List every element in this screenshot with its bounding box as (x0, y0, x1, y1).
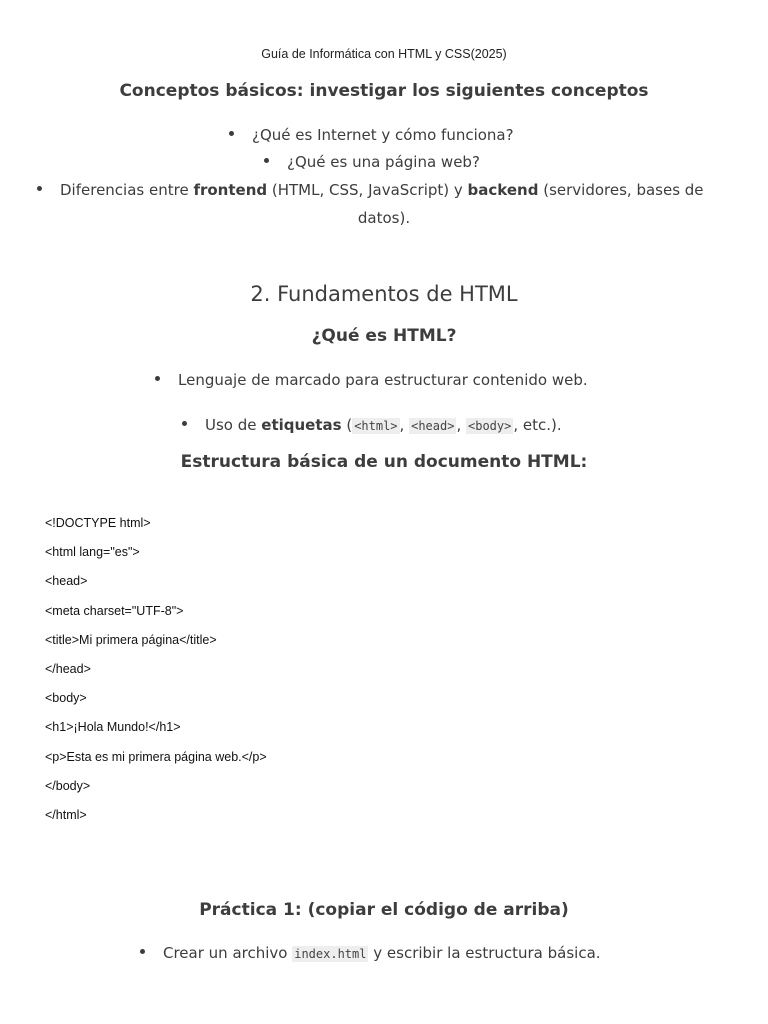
tags-sep: , (456, 416, 466, 434)
concepts-heading: Conceptos básicos: investigar los siguientes conceptos (119, 81, 649, 101)
list-item (140, 939, 601, 968)
list-item (264, 148, 480, 176)
practice-heading: Práctica 1: (copiar el código de arriba) (199, 900, 569, 920)
index-file-code: index.html (294, 947, 367, 961)
tags-term: etiquetas (261, 416, 342, 434)
diff-wrap-text: datos). (357, 209, 411, 227)
code-block (45, 512, 267, 833)
frontend-term: frontend (193, 181, 268, 199)
code-line: <meta charset="UTF-8"> (45, 603, 184, 618)
body-tag-code: <body> (468, 419, 512, 433)
bullet-icon (140, 949, 145, 954)
list-item (229, 121, 514, 149)
list-item-text: Lenguaje de marcado para estructurar contenido web. (178, 371, 588, 389)
code-line: <body> (45, 691, 87, 706)
code-line: <p>Esta es mi primera página web.</p> (45, 749, 267, 764)
tags-open: ( (341, 416, 353, 434)
bullet-icon (155, 376, 160, 381)
practice-prefix: Crear un archivo (163, 944, 293, 962)
document-header: Guía de Informática con HTML y CSS(2025) (261, 47, 507, 61)
section-title: 2. Fundamentos de HTML (250, 282, 518, 306)
diff-suffix: (servidores, bases de (538, 181, 704, 199)
list-item (155, 366, 588, 394)
list-item (37, 176, 704, 204)
structure-heading: Estructura básica de un documento HTML: (180, 452, 588, 472)
bullet-icon (264, 158, 269, 163)
code-line: </html> (45, 807, 87, 822)
list-item-text: ¿Qué es Internet y cómo funciona? (252, 126, 514, 144)
tags-sep: , (399, 416, 410, 434)
backend-term: backend (467, 181, 539, 199)
diff-prefix: Diferencias entre (60, 181, 194, 199)
bullet-icon (182, 421, 187, 426)
list-item-text: ¿Qué es una página web? (287, 153, 480, 171)
code-line: <!DOCTYPE html> (45, 516, 151, 530)
code-line: <html lang="es"> (45, 545, 140, 560)
what-is-html-heading: ¿Qué es HTML? (311, 326, 457, 346)
tags-suffix: , etc.). (513, 416, 562, 434)
code-line: <h1>¡Hola Mundo!</h1> (45, 720, 181, 735)
head-tag-code: <head> (411, 419, 455, 433)
code-line: <title>Mi primera página</title> (45, 632, 217, 647)
bullet-icon (37, 186, 42, 191)
practice-suffix: y escribir la estructura básica. (368, 944, 601, 962)
diff-middle: (HTML, CSS, JavaScript) y (267, 181, 468, 199)
code-line: <head> (45, 574, 88, 589)
tags-prefix: Uso de (205, 416, 262, 434)
bullet-icon (229, 131, 234, 136)
html-tag-code: <html> (354, 419, 398, 433)
code-line: </head> (45, 661, 91, 676)
list-item (182, 411, 562, 440)
code-line: </body> (45, 778, 91, 793)
